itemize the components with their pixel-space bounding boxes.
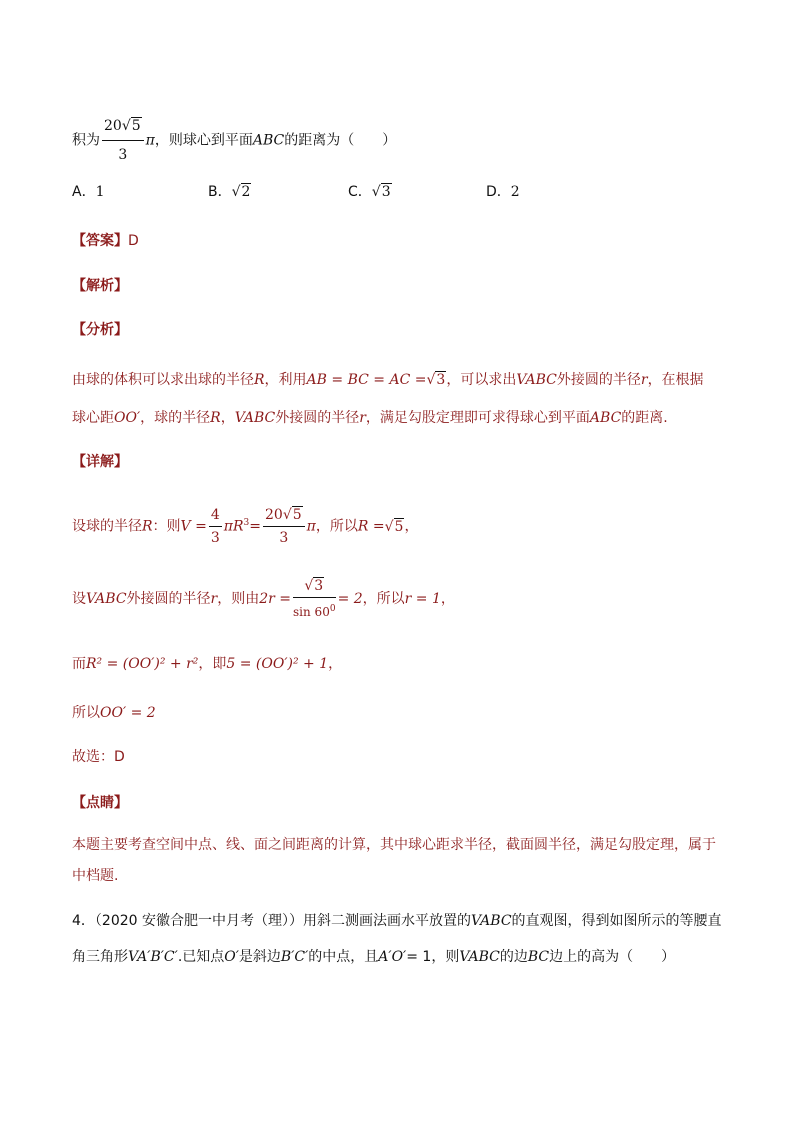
xiangjie-heading: 【详解】 bbox=[72, 454, 128, 470]
q4-line-1: 4．（2020 安徽合肥一中月考（理））用斜二测画法画水平放置的VABC的直观图，得到如图所示的等腰直 bbox=[72, 913, 722, 929]
sqrt-symbol: √3 bbox=[371, 184, 391, 200]
q4-line-2: 角三角形VA′B′C′.已知点O′是斜边B′C′的中点，且A′O′= 1，则VABC的边BC边上的高为（ ） bbox=[72, 949, 676, 965]
choice-a[interactable]: A．1 bbox=[72, 184, 105, 200]
dianjing-heading: 【点睛】 bbox=[72, 795, 128, 811]
dianjing-line-2: 中档题. bbox=[72, 868, 119, 884]
intro-suffix-a: ，则球心到平面 bbox=[154, 132, 253, 149]
frac-denominator: 3 bbox=[118, 147, 128, 163]
fenxi-line-1: 由球的体积可以求出球的半径R，利用AB = BC = AC =√3，可以求出VABC外接圆的半径r，在根据 bbox=[72, 372, 704, 388]
answer-value: D bbox=[128, 233, 139, 249]
volume-fraction bbox=[102, 114, 144, 167]
choice-c[interactable]: C．√3 bbox=[348, 184, 391, 200]
sqrt-symbol: √2 bbox=[231, 184, 251, 200]
step-1: 设球的半径R：则V = $\frac{4}{3}$ $\pi R^3=$ $\frac{20√5}{3}$ π，所以R =√5， bbox=[72, 507, 419, 547]
intro-prefix: 积为 bbox=[72, 132, 100, 149]
choice-d[interactable]: D．2 bbox=[486, 184, 520, 200]
choice-b[interactable]: B．√2 bbox=[208, 184, 251, 200]
sqrt-symbol: √5 bbox=[121, 118, 141, 134]
dianjing-line-1: 本题主要考查空间中点、线、面之间距离的计算，其中球心距求半径，截面圆半径，满足勾股定理，属于 bbox=[72, 837, 716, 853]
triangle-abc: VABC bbox=[234, 410, 276, 426]
pi-symbol: π bbox=[145, 132, 155, 149]
step-3: 而R² = (OO′)² + r²，即5 = (OO′)² + 1， bbox=[72, 656, 343, 672]
fenxi-line-2: 球心距OO′，球的半径R，VABC外接圆的半径r，满足勾股定理即可求得球心到平面ABC的距离. bbox=[72, 410, 668, 426]
sqrt-symbol: √3 bbox=[426, 372, 446, 388]
sqrt-radicand: 5 bbox=[131, 118, 141, 134]
fenxi-heading: 【分析】 bbox=[72, 322, 128, 338]
triangle-abc: VABC bbox=[516, 372, 557, 388]
step-2: 设VABC外接圆的半径r，则由2r = $\frac{√3}{\sin 60^0}$ = 2，所以r = 1， bbox=[72, 578, 455, 619]
intro-suffix-b: 的距离为（ ） bbox=[284, 132, 397, 149]
step-4: 所以OO′ = 2 bbox=[72, 705, 156, 721]
question-intro bbox=[72, 114, 396, 167]
answer-line bbox=[72, 232, 139, 250]
frac-numerator: 20 bbox=[104, 118, 122, 134]
step-5: 故选：D bbox=[72, 749, 125, 765]
answer-label: 【答案】 bbox=[72, 233, 128, 249]
plane-abc: ABC bbox=[252, 132, 285, 149]
jiexi-heading: 【解析】 bbox=[72, 278, 128, 294]
